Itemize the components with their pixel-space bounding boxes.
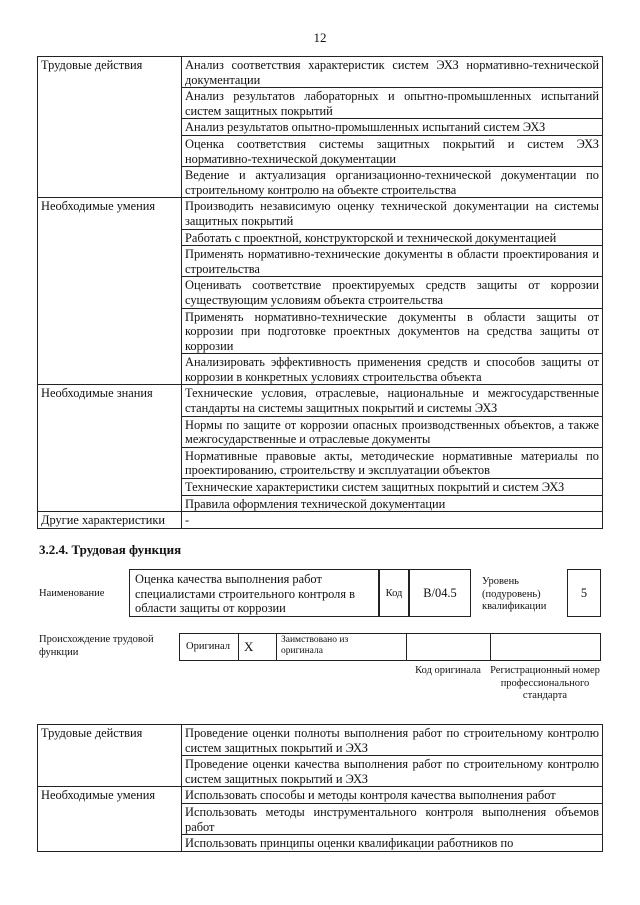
row-group-label: Другие характеристики: [38, 512, 182, 529]
page-number: 12: [313, 30, 327, 45]
origin-row: [179, 633, 601, 661]
original-label: Оригинал: [186, 641, 230, 652]
divider: [406, 634, 407, 660]
row-item-text: Работать с проектной, конструкторской и технической документацией: [182, 229, 603, 246]
row-item-text: -: [182, 512, 603, 529]
row-item-text: Использовать способы и методы контроля качества выполнения работ: [182, 787, 603, 804]
row-item-text: Нормативные правовые акты, методические нормативные материалы по проектированию, строительству и эксплуатации объектов: [182, 447, 603, 478]
row-item-text: Использовать методы инструментального контроля выполнения объемов работ: [182, 803, 603, 834]
row-item-text: Проведение оценки полноты выполнения работ по строительному контролю систем защитных покрытий и ЭХЗ: [182, 725, 603, 756]
table-row: [38, 512, 603, 529]
table-row: [38, 385, 603, 416]
table-row: [38, 198, 603, 229]
competency-table: [37, 724, 603, 852]
level-label: Уровень (подуровень) квалификации: [482, 576, 547, 612]
level-value: 5: [580, 586, 588, 600]
row-group-label: Необходимые умения: [38, 198, 182, 385]
row-item-text: Оценка соответствия системы защитных покрытий и систем ЭХЗ нормативно-технической документации: [182, 135, 603, 166]
row-item-text: Нормы по защите от коррозии опасных производственных объектов, а также межгосударственные и отраслевые документы: [182, 416, 603, 447]
divider: [490, 634, 491, 660]
code-original-caption: Код оригинала: [415, 665, 481, 676]
row-item-text: Использовать принципы оценки квалификации работников по: [182, 835, 603, 852]
row-item-text: Анализ результатов опытно-промышленных испытаний систем ЭХЗ: [182, 119, 603, 136]
table-row: [38, 787, 603, 804]
level-value-box: [567, 569, 601, 617]
row-item-text: Ведение и актуализация организационно-технической документации по строительному контролю на объекте строительства: [182, 167, 603, 198]
competency-table: [37, 56, 603, 529]
row-item-text: Применять нормативно-технические документы в области проектирования и строительства: [182, 246, 603, 277]
row-item-text: Технические условия, отраслевые, национальные и межгосударственные стандарты на системы защитных покрытий и системы ЭХЗ: [182, 385, 603, 416]
function-name-box: [129, 569, 379, 617]
row-group-label: Необходимые умения: [38, 787, 182, 851]
table-row: [38, 725, 603, 756]
row-item-text: Оценивать соответствие проектируемых средств защиты от коррозии существующим условиям объекта строительства: [182, 277, 603, 308]
row-group-label: Трудовые действия: [38, 725, 182, 787]
function-name-value: Оценка качества выполнения работ специалистами строительного контроля в области защиты от коррозии: [135, 572, 356, 616]
table-row: [38, 57, 603, 88]
row-item-text: Анализировать эффективность применения средств и способов защиты от коррозии в конкретных условиях строительства объекта: [182, 354, 603, 385]
origin-label: Происхождение трудовой функции: [39, 634, 154, 658]
row-group-label: Трудовые действия: [38, 57, 182, 198]
borrowed-label: Заимствовано из оригинала: [281, 635, 349, 656]
reg-number-caption: Регистрационный номер профессионального стандарта: [490, 665, 600, 701]
divider: [276, 634, 277, 660]
code-label-box: [379, 569, 409, 617]
row-item-text: Проведение оценки качества выполнения работ по строительному контролю систем защитных покрытий и ЭХЗ: [182, 756, 603, 787]
row-item-text: Анализ соответствия характеристик систем ЭХЗ нормативно-технической документации: [182, 57, 603, 88]
divider: [238, 634, 239, 660]
code-label: Код: [385, 588, 403, 599]
row-item-text: Производить независимую оценку технической документации на системы защитных покрытий: [182, 198, 603, 229]
code-value: B/04.5: [423, 586, 457, 600]
row-item-text: Технические характеристики систем защитных покрытий и систем ЭХЗ: [182, 479, 603, 496]
name-label: Наименование: [39, 588, 105, 599]
row-group-label: Необходимые знания: [38, 385, 182, 512]
section-title: 3.2.4. Трудовая функция: [39, 542, 182, 557]
row-item-text: Правила оформления технической документации: [182, 495, 603, 512]
row-item-text: Анализ результатов лабораторных и опытно-промышленных испытаний систем защитных покрытий: [182, 88, 603, 119]
code-value-box: [409, 569, 471, 617]
original-mark: X: [244, 639, 254, 654]
row-item-text: Применять нормативно-технические документы в области защиты от коррозии при подготовке проектных документов на средства защиты от коррозии: [182, 308, 603, 354]
